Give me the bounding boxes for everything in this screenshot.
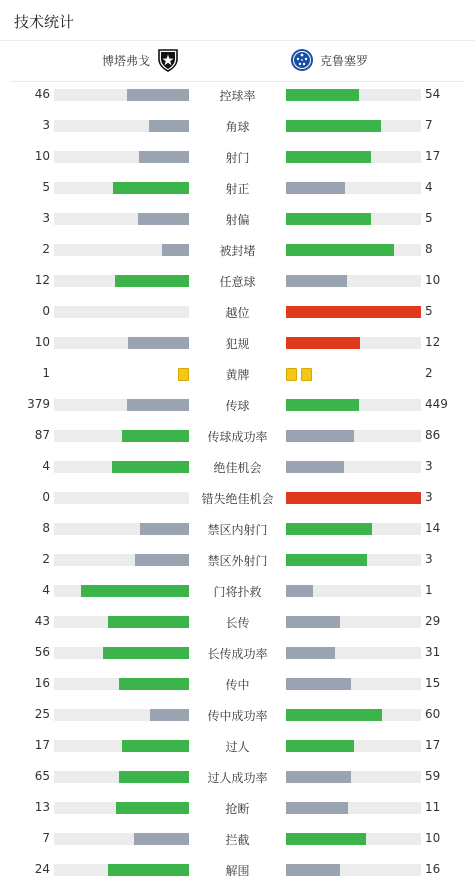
stat-row <box>0 825 475 856</box>
home-stat-value: 379 <box>27 397 50 411</box>
away-stat-bar-fill <box>286 864 340 876</box>
away-stat-value: 1 <box>425 583 433 597</box>
stat-label: 过人成功率 <box>207 771 268 785</box>
yellow-card-icon <box>286 368 297 381</box>
stat-row <box>0 143 475 174</box>
home-stat-bar <box>54 337 189 349</box>
stat-row <box>0 670 475 701</box>
home-stat-bar <box>54 585 189 597</box>
home-stat-bar-fill <box>127 89 189 101</box>
home-stat-bar-fill <box>108 616 189 628</box>
away-stat-bar-fill <box>286 771 351 783</box>
stat-row <box>0 484 475 515</box>
away-team-name: 克鲁塞罗 <box>320 53 369 68</box>
home-team[interactable] <box>102 48 180 72</box>
stat-label: 任意球 <box>219 275 256 289</box>
away-stat-value: 17 <box>425 149 441 163</box>
away-stat-value: 31 <box>425 645 441 659</box>
home-stat-value: 16 <box>34 676 50 690</box>
teams-bar <box>10 41 465 82</box>
stat-row <box>0 639 475 670</box>
away-stat-bar-fill <box>286 492 421 504</box>
home-stat-value: 10 <box>34 149 50 163</box>
away-stat-bar-fill <box>286 213 371 225</box>
stat-label: 传中 <box>225 678 250 692</box>
home-stat-value: 25 <box>34 707 50 721</box>
stat-label: 犯规 <box>225 337 250 351</box>
home-stat-bar <box>54 151 189 163</box>
away-stat-bar <box>286 802 421 814</box>
away-stat-bar <box>286 864 421 876</box>
home-stat-value: 65 <box>34 769 50 783</box>
stat-label: 禁区内射门 <box>207 523 268 537</box>
away-stat-bar-fill <box>286 244 394 256</box>
away-stat-bar-fill <box>286 833 366 845</box>
home-stat-bar <box>54 523 189 535</box>
home-stat-bar-fill <box>135 554 189 566</box>
home-stat-bar <box>54 771 189 783</box>
home-stat-bar-fill <box>139 151 189 163</box>
stat-label: 长传 <box>225 616 250 630</box>
away-stat-bar-fill <box>286 802 348 814</box>
away-stat-value: 7 <box>425 118 433 132</box>
away-stat-bar-fill <box>286 89 359 101</box>
away-stat-bar <box>286 399 421 411</box>
away-yellow-cards <box>286 368 312 381</box>
home-stat-bar-fill <box>115 275 189 287</box>
away-stat-bar <box>286 678 421 690</box>
away-stat-value: 449 <box>425 397 448 411</box>
stat-label: 错失绝佳机会 <box>201 492 274 506</box>
home-stat-bar-fill <box>162 244 189 256</box>
home-stat-value: 4 <box>42 459 50 473</box>
away-stat-value: 2 <box>425 366 433 380</box>
away-stat-bar <box>286 213 421 225</box>
stat-label: 角球 <box>225 120 250 134</box>
home-stat-value: 24 <box>34 862 50 876</box>
away-stat-bar-fill <box>286 678 351 690</box>
away-stat-bar <box>286 275 421 287</box>
stat-label: 禁区外射门 <box>207 554 268 568</box>
home-yellow-cards <box>178 368 189 381</box>
home-stat-bar <box>54 89 189 101</box>
away-stat-value: 16 <box>425 862 441 876</box>
away-stat-value: 14 <box>425 521 441 535</box>
stat-label: 被封堵 <box>219 244 256 258</box>
home-stat-value: 8 <box>42 521 50 535</box>
home-stat-bar <box>54 802 189 814</box>
stat-row <box>0 794 475 825</box>
home-stat-value: 4 <box>42 583 50 597</box>
home-stat-value: 2 <box>42 242 50 256</box>
home-stat-bar <box>54 182 189 194</box>
stat-row <box>0 112 475 143</box>
home-stat-bar <box>54 461 189 473</box>
away-stat-value: 15 <box>425 676 441 690</box>
away-stat-bar <box>286 120 421 132</box>
stat-row <box>0 391 475 422</box>
away-stat-bar <box>286 151 421 163</box>
away-stat-bar <box>286 771 421 783</box>
stat-row <box>0 298 475 329</box>
home-team-name: 博塔弗戈 <box>101 53 150 68</box>
away-stat-bar-fill <box>286 337 360 349</box>
away-team[interactable] <box>290 48 368 72</box>
home-stat-bar-fill <box>81 585 189 597</box>
away-stat-bar-fill <box>286 430 354 442</box>
home-stat-bar <box>54 399 189 411</box>
home-stat-bar <box>54 740 189 752</box>
stat-row <box>0 81 475 112</box>
stat-row <box>0 205 475 236</box>
stat-label: 射正 <box>225 182 250 196</box>
away-stat-bar <box>286 306 421 318</box>
home-stat-bar-fill <box>140 523 189 535</box>
stat-row <box>0 701 475 732</box>
away-stat-value: 3 <box>425 459 433 473</box>
home-stat-bar <box>54 120 189 132</box>
away-stat-bar <box>286 523 421 535</box>
home-stat-bar-fill <box>113 182 189 194</box>
home-stat-value: 13 <box>34 800 50 814</box>
home-stat-bar-fill <box>122 430 190 442</box>
away-stat-bar-fill <box>286 585 313 597</box>
botafogo-star-crest-icon <box>156 48 180 72</box>
stat-label: 传球成功率 <box>207 430 268 444</box>
stat-label: 解围 <box>225 864 250 878</box>
away-stat-value: 3 <box>425 552 433 566</box>
away-stat-bar <box>286 709 421 721</box>
home-stat-value: 0 <box>42 304 50 318</box>
away-stat-bar-fill <box>286 275 347 287</box>
stat-label: 射偏 <box>225 213 250 227</box>
stat-label: 绝佳机会 <box>213 461 262 475</box>
home-stat-bar <box>54 833 189 845</box>
away-stat-bar <box>286 554 421 566</box>
away-stat-value: 4 <box>425 180 433 194</box>
stat-row <box>0 515 475 546</box>
away-stat-bar-fill <box>286 120 381 132</box>
home-stat-bar <box>54 244 189 256</box>
stat-row <box>0 608 475 639</box>
home-stat-bar <box>54 213 189 225</box>
home-stat-bar-fill <box>150 709 189 721</box>
home-stat-bar-fill <box>127 399 189 411</box>
stat-row <box>0 856 475 887</box>
stat-label: 门将扑救 <box>213 585 262 599</box>
home-stat-bar-fill <box>122 740 190 752</box>
home-stat-bar <box>54 709 189 721</box>
home-stat-bar <box>54 275 189 287</box>
home-stat-bar <box>54 430 189 442</box>
home-stat-value: 12 <box>34 273 50 287</box>
away-stat-bar-fill <box>286 616 340 628</box>
away-stat-value: 5 <box>425 211 433 225</box>
stat-label: 传球 <box>225 399 250 413</box>
home-stat-bar <box>54 492 189 504</box>
stat-label: 传中成功率 <box>207 709 268 723</box>
home-stat-bar-fill <box>138 213 189 225</box>
stat-label: 射门 <box>225 151 250 165</box>
page-title: 技术统计 <box>14 13 75 31</box>
stat-row <box>0 546 475 577</box>
stat-label: 过人 <box>225 740 250 754</box>
away-stat-bar <box>286 492 421 504</box>
home-stat-bar <box>54 678 189 690</box>
stat-row <box>0 236 475 267</box>
home-stat-value: 3 <box>42 211 50 225</box>
stat-row <box>0 577 475 608</box>
yellow-card-icon <box>178 368 189 381</box>
away-stat-bar <box>286 740 421 752</box>
away-stat-bar <box>286 585 421 597</box>
home-stat-bar <box>54 554 189 566</box>
home-stat-bar <box>54 616 189 628</box>
home-stat-value: 2 <box>42 552 50 566</box>
away-stat-bar <box>286 244 421 256</box>
away-stat-value: 8 <box>425 242 433 256</box>
yellow-card-icon <box>301 368 312 381</box>
stat-label: 越位 <box>225 306 250 320</box>
home-stat-value: 7 <box>42 831 50 845</box>
away-stat-bar <box>286 461 421 473</box>
home-stat-value: 56 <box>34 645 50 659</box>
stat-label: 控球率 <box>219 89 256 103</box>
away-stat-bar-fill <box>286 709 382 721</box>
away-stat-value: 11 <box>425 800 441 814</box>
stat-row <box>0 360 475 391</box>
home-stat-bar-fill <box>103 647 189 659</box>
stat-row <box>0 329 475 360</box>
away-stat-value: 59 <box>425 769 441 783</box>
stats-header <box>0 0 475 41</box>
home-stat-value: 17 <box>34 738 50 752</box>
home-stat-bar-fill <box>112 461 189 473</box>
away-stat-bar-fill <box>286 399 359 411</box>
home-stat-value: 0 <box>42 490 50 504</box>
away-stat-value: 3 <box>425 490 433 504</box>
home-stat-value: 1 <box>42 366 50 380</box>
home-stat-value: 10 <box>34 335 50 349</box>
away-stat-bar <box>286 337 421 349</box>
home-stat-bar-fill <box>116 802 189 814</box>
stat-row <box>0 267 475 298</box>
stat-label: 黄牌 <box>225 368 250 382</box>
away-stat-bar-fill <box>286 554 367 566</box>
away-stat-bar <box>286 182 421 194</box>
home-stat-bar-fill <box>128 337 189 349</box>
away-stat-bar <box>286 833 421 845</box>
away-stat-bar <box>286 647 421 659</box>
home-stat-bar-fill <box>149 120 190 132</box>
stat-label: 长传成功率 <box>207 647 268 661</box>
away-stat-value: 29 <box>425 614 441 628</box>
away-stat-value: 10 <box>425 831 441 845</box>
away-stat-bar-fill <box>286 306 421 318</box>
stat-row <box>0 453 475 484</box>
home-stat-bar-fill <box>119 678 189 690</box>
away-stat-value: 12 <box>425 335 441 349</box>
away-stat-bar <box>286 430 421 442</box>
away-stat-value: 10 <box>425 273 441 287</box>
home-stat-value: 43 <box>34 614 50 628</box>
stat-row <box>0 422 475 453</box>
away-stat-bar-fill <box>286 461 344 473</box>
away-stat-bar-fill <box>286 182 345 194</box>
home-stat-bar-fill <box>119 771 189 783</box>
home-stat-value: 46 <box>34 87 50 101</box>
home-stat-value: 5 <box>42 180 50 194</box>
home-stat-bar <box>54 647 189 659</box>
cruzeiro-blue-crest-icon <box>290 48 314 72</box>
away-stat-value: 60 <box>425 707 441 721</box>
home-stat-bar <box>54 864 189 876</box>
away-stat-bar-fill <box>286 523 372 535</box>
stat-row <box>0 174 475 205</box>
stat-label: 拦截 <box>225 833 250 847</box>
home-stat-bar <box>54 306 189 318</box>
away-stat-value: 86 <box>425 428 441 442</box>
away-stat-value: 54 <box>425 87 441 101</box>
home-stat-bar-fill <box>108 864 189 876</box>
away-stat-bar-fill <box>286 740 354 752</box>
stat-label: 抢断 <box>225 802 250 816</box>
away-stat-bar <box>286 89 421 101</box>
home-stat-bar-fill <box>134 833 189 845</box>
home-stat-value: 87 <box>34 428 50 442</box>
away-stat-bar-fill <box>286 647 335 659</box>
home-stat-value: 3 <box>42 118 50 132</box>
away-stat-value: 17 <box>425 738 441 752</box>
away-stat-bar <box>286 616 421 628</box>
stat-row <box>0 763 475 794</box>
away-stat-value: 5 <box>425 304 433 318</box>
stat-row <box>0 732 475 763</box>
away-stat-bar-fill <box>286 151 371 163</box>
